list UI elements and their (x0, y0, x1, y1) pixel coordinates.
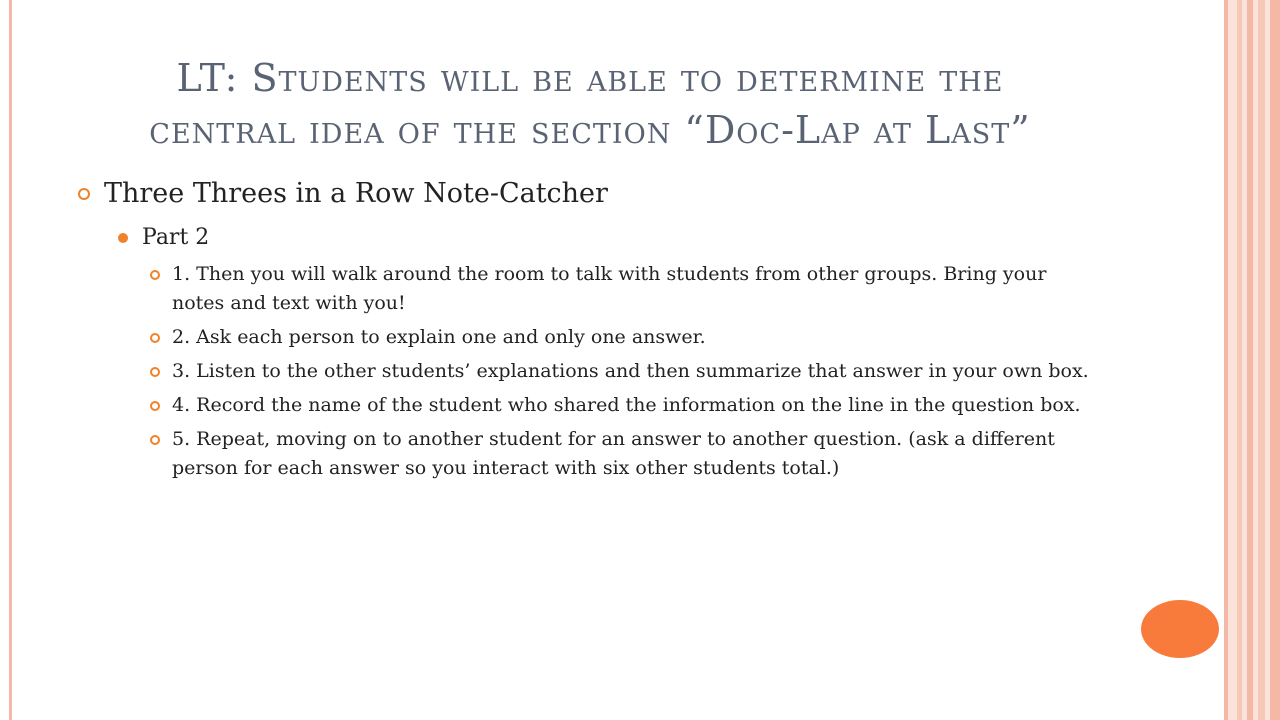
slide-content (78, 174, 1118, 488)
ring-bullet-icon (78, 188, 90, 200)
step-text: 4. Record the name of the student who shared the information on the line in the question box. (172, 394, 1081, 416)
step-text: 1. Then you will walk around the room to talk with students from other groups. Bring your notes and text with you! (172, 263, 1047, 314)
slide-title (60, 52, 1120, 156)
step-text: 5. Repeat, moving on to another student for an answer to another question. (ask a different person for each answer so you interact with six other students total.) (172, 428, 1055, 479)
subheading-text: Part 2 (142, 225, 210, 250)
ring-bullet-icon (150, 367, 160, 377)
step-text: 3. Listen to the other students’ explanations and then summarize that answer in your own box. (172, 360, 1089, 382)
dot-bullet-icon (118, 233, 128, 243)
step-item (150, 323, 1092, 352)
bullet-heading (78, 174, 1118, 214)
bullet-subheading (118, 222, 1118, 254)
title-line-2: central idea of the section “Doc-Lap at Last” (149, 108, 1031, 152)
heading-text: Three Threes in a Row Note-Catcher (104, 178, 608, 209)
decorative-stripe (1270, 0, 1280, 720)
ring-bullet-icon (150, 401, 160, 411)
step-item (150, 425, 1092, 483)
left-border (9, 0, 12, 720)
decorative-stripe (1224, 0, 1228, 720)
decorative-circle (1141, 600, 1219, 658)
ring-bullet-icon (150, 270, 160, 280)
step-item (150, 260, 1092, 318)
decorative-stripe (1247, 0, 1253, 720)
decorative-stripe (1237, 0, 1242, 720)
title-line-1: LT: Students will be able to determine the (176, 56, 1004, 100)
ring-bullet-icon (150, 333, 160, 343)
ring-bullet-icon (150, 435, 160, 445)
step-text: 2. Ask each person to explain one and only one answer. (172, 326, 706, 348)
step-item (150, 391, 1092, 420)
step-item (150, 357, 1092, 386)
decorative-stripe (1258, 0, 1265, 720)
